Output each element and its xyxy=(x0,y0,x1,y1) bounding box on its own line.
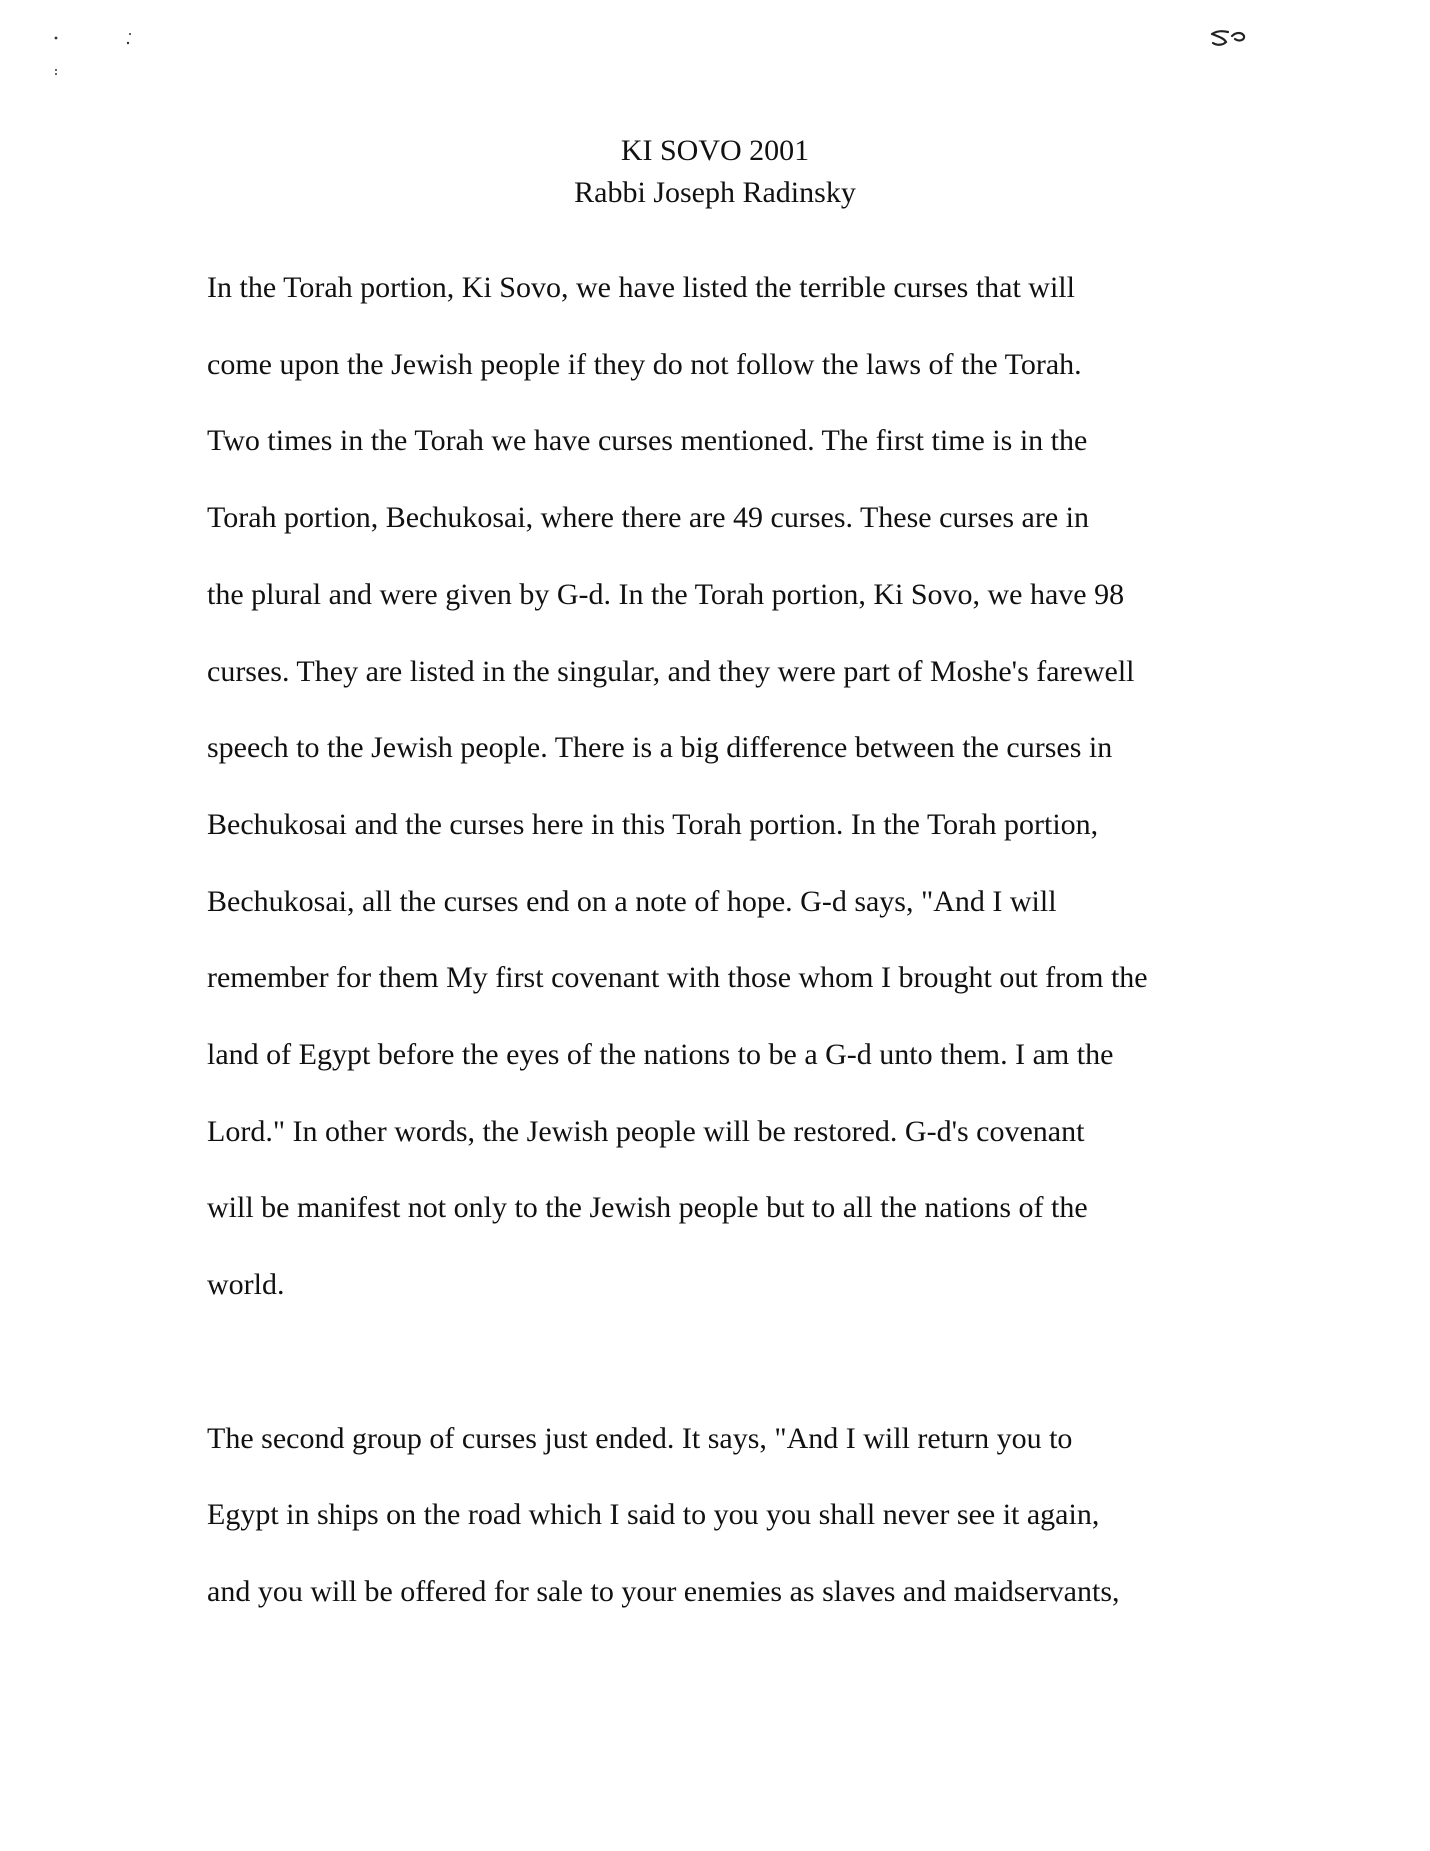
document-title: KI SOVO 2001 xyxy=(620,134,810,167)
scan-artifact-marks xyxy=(48,30,148,80)
text-line: speech to the Jewish people. There is a big difference between the curses in xyxy=(207,731,1113,765)
paragraph xyxy=(207,1401,1247,1631)
text-line: Lord." In other words, the Jewish people will be restored. G-d's covenant xyxy=(207,1114,1085,1148)
text-line: and you will be offered for sale to your enemies as slaves and maidservants, xyxy=(207,1574,1120,1608)
document-author: Rabbi Joseph Radinsky xyxy=(574,176,856,209)
text-line: world. xyxy=(207,1268,285,1302)
text-line: the plural and were given by G-d. In the Torah portion, Ki Sovo, we have 98 xyxy=(207,577,1125,611)
text-line: Two times in the Torah we have curses mentioned. The first time is in the xyxy=(207,424,1088,458)
text-line: remember for them My first covenant with those whom I brought out from the xyxy=(207,961,1148,995)
handwritten-page-mark xyxy=(1208,26,1254,50)
text-line: Bechukosai and the curses here in this Torah portion. In the Torah portion, xyxy=(207,807,1099,841)
text-line: land of Egypt before the eyes of the nations to be a G-d unto them. I am the xyxy=(207,1038,1114,1072)
paragraph xyxy=(207,250,1247,1324)
paragraph-gap xyxy=(207,1324,1247,1401)
text-line: curses. They are listed in the singular, and they were part of Moshe's farewell xyxy=(207,654,1135,688)
text-line: Bechukosai, all the curses end on a note of hope. G-d says, "And I will xyxy=(207,884,1057,918)
text-line: will be manifest not only to the Jewish people but to all the nations of the xyxy=(207,1191,1088,1225)
text-line: Torah portion, Bechukosai, where there are 49 curses. These curses are in xyxy=(207,501,1090,535)
text-line: come upon the Jewish people if they do not follow the laws of the Torah. xyxy=(207,347,1082,381)
document-header xyxy=(0,130,1430,214)
document-body xyxy=(207,250,1247,1631)
text-line: Egypt in ships on the road which I said to you you shall never see it again, xyxy=(207,1498,1100,1532)
text-line: In the Torah portion, Ki Sovo, we have listed the terrible curses that will xyxy=(207,271,1075,304)
text-line: The second group of curses just ended. It says, "And I will return you to xyxy=(207,1421,1073,1455)
